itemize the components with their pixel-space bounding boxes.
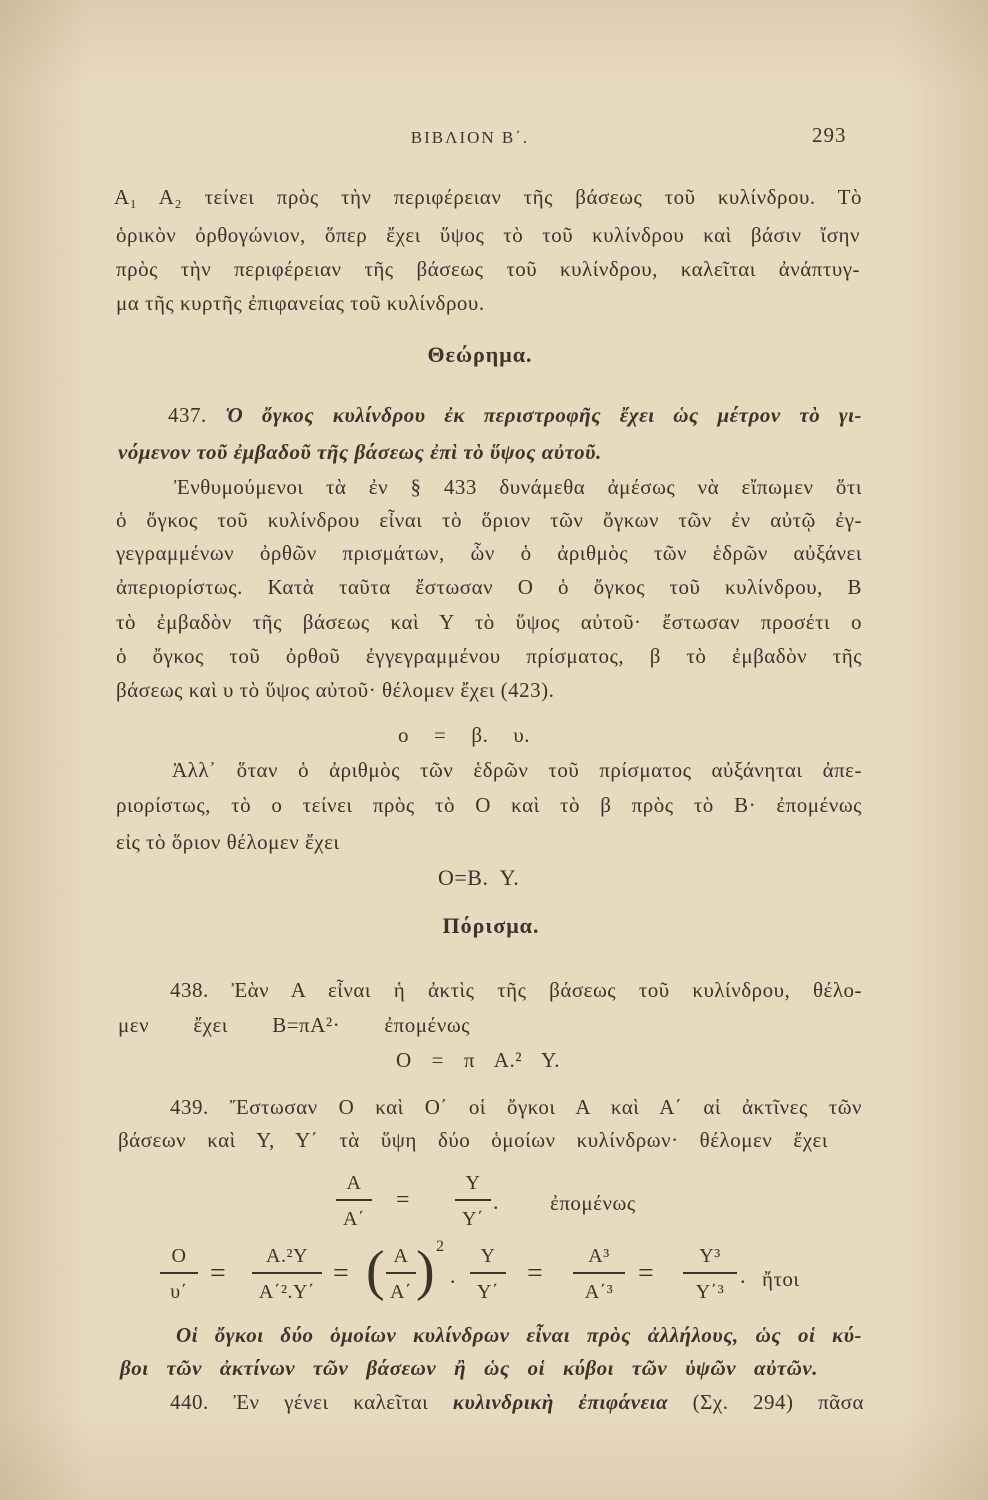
proof-line-6: ὁ ὄγκος τοῦ ὀρθοῦ ἐγγεγραμμένου πρίσματος, β τὸ ἐμβαδὸν τῆς bbox=[116, 644, 862, 668]
equation-prism-volume: ο = β. υ. bbox=[398, 723, 530, 747]
period: . bbox=[493, 1189, 499, 1214]
fraction-denominator: Υ΄³ bbox=[695, 1280, 725, 1303]
running-header: ΒΙΒΛΙΟΝ Β΄. bbox=[410, 128, 530, 147]
fraction-bar bbox=[683, 1272, 737, 1274]
continuation-line-3: εἰς τὸ ὅριον θέλομεν ἔχει bbox=[116, 830, 340, 854]
fraction-numerator: Α.²Υ bbox=[266, 1245, 308, 1267]
equation-cylinder-volume: Ο=Β. Υ. bbox=[438, 865, 520, 890]
intro-line-2: ὁρικὸν ὀρθογώνιον, ὅπερ ἔχει ὕψος τὸ τοῦ κυλίνδρου καὶ βάσιν ἴσην bbox=[116, 223, 860, 247]
fraction-numerator: Α³ bbox=[588, 1245, 610, 1267]
fraction-expanded-volume-ratio bbox=[252, 1244, 322, 1304]
conclusion-line-1: Οἱ ὄγκοι δύο ὁμοίων κυλίνδρων εἶναι πρὸς ἀλλήλους, ὡς οἱ κύ- bbox=[176, 1323, 862, 1347]
exponent: 2 bbox=[436, 1238, 444, 1255]
proof-line-3: γεγραμμένων ὀρθῶν πρισμάτων, ὧν ὁ ἀριθμὸς τῶν ἑδρῶν αὐξάνει bbox=[116, 541, 862, 565]
p439-line-1 bbox=[170, 1092, 862, 1122]
p438-text: Ἐὰν Α εἶναι ἡ ἀκτὶς τῆς βάσεως τοῦ κυλίνδρου, θέλο- bbox=[231, 978, 862, 1002]
fraction-denominator: υ΄ bbox=[170, 1280, 188, 1303]
fraction-height-ratio bbox=[470, 1244, 506, 1304]
conclusion-line-2: βοι τῶν ἀκτίνων τῶν βάσεων ἢ ὡς οἱ κύβοι τῶν ὑψῶν αὐτῶν. bbox=[120, 1356, 818, 1380]
section-number-440: 440. bbox=[170, 1390, 209, 1414]
fraction-bar bbox=[386, 1272, 416, 1274]
p438-line-1 bbox=[170, 975, 862, 1005]
section-number-438: 438. bbox=[170, 978, 209, 1002]
fraction-denominator: Υ΄ bbox=[476, 1280, 500, 1303]
theorem-statement-line-1 bbox=[168, 400, 862, 430]
p439-text: Ἔστωσαν Ο καὶ Ο΄ οἱ ὄγκοι Α καὶ Α΄ αἱ ἀκτῖνες τῶν bbox=[229, 1095, 863, 1119]
continuation-line-1: Ἀλλ᾽ ὅταν ὁ ἀριθμὸς τῶν ἑδρῶν τοῦ πρίσματος αὐξάνηται ἀπε- bbox=[172, 758, 862, 782]
fraction-numerator: Α bbox=[393, 1245, 409, 1267]
left-parenthesis: ( bbox=[366, 1240, 385, 1302]
right-parenthesis: ) bbox=[416, 1240, 435, 1302]
proof-line-7: βάσεως καὶ υ τὸ ὕψος αὐτοῦ· θέλομεν ἔχει (423). bbox=[116, 678, 555, 702]
p438-line-2: μεν ἔχει Β=πΑ²· ἐπομένως bbox=[118, 1013, 470, 1037]
fraction-bar bbox=[336, 1199, 372, 1201]
fraction-numerator: Υ bbox=[480, 1245, 496, 1267]
fraction-numerator: Υ bbox=[465, 1172, 481, 1194]
fraction-denominator: Υ΄ bbox=[461, 1207, 485, 1230]
fraction-volume-ratio bbox=[160, 1244, 198, 1304]
fraction-bar bbox=[470, 1272, 506, 1274]
equals-sign: = bbox=[638, 1258, 654, 1289]
fraction-height-cubes bbox=[683, 1244, 737, 1304]
fraction-bar bbox=[160, 1272, 198, 1274]
intro-line-4: μα τῆς κυρτῆς ἐπιφανείας τοῦ κυλίνδρου. bbox=[116, 291, 485, 315]
fraction-denominator: Α΄ bbox=[389, 1280, 413, 1303]
fraction-denominator: Α΄².Υ΄ bbox=[258, 1280, 316, 1303]
proof-line-2: ὁ ὄγκος τοῦ κυλίνδρου εἶναι τὸ ὅριον τῶν ὄγκων τῶν ἐν αὐτῷ ἐγ- bbox=[116, 508, 862, 532]
fraction-numerator: Α bbox=[346, 1172, 362, 1194]
fraction-radius-cubes bbox=[573, 1244, 625, 1304]
fraction-bar bbox=[455, 1199, 491, 1201]
intro-line-1: Α₁ Α₂ τείνει πρὸς τὴν περιφέρειαν τῆς βάσεως τοῦ κυλίνδρου. Τὸ bbox=[114, 185, 862, 209]
page-number: 293 bbox=[812, 123, 847, 147]
proof-line-1: Ἐνθυμούμενοι τὰ ἐν § 433 δυνάμεθα ἀμέσως νὰ εἴπωμεν ὅτι bbox=[174, 475, 862, 499]
fraction-denominator: Α΄ bbox=[342, 1207, 366, 1230]
section-number-437: 437. bbox=[168, 403, 207, 427]
fraction-numerator: Ο bbox=[171, 1245, 187, 1267]
p440-text-before: Ἐν γένει καλεῖται bbox=[233, 1390, 429, 1414]
fraction-numerator: Υ³ bbox=[699, 1245, 721, 1267]
equals-sign: = bbox=[527, 1258, 543, 1289]
fraction-bar bbox=[573, 1272, 625, 1274]
p439-line-2: βάσεων καὶ Υ, Υ΄ τὰ ὕψη δύο ὁμοίων κυλίνδρων· θέλομεν ἔχει bbox=[118, 1128, 828, 1152]
p440-defined-term: κυλινδρικὴ ἐπιφάνεια bbox=[452, 1390, 669, 1414]
p440-line-1 bbox=[170, 1387, 864, 1417]
equals-sign: = bbox=[210, 1258, 226, 1289]
fraction-denominator: Α΄³ bbox=[584, 1280, 614, 1303]
multiplication-dot: . bbox=[450, 1263, 456, 1288]
p440-text-after: (Σχ. 294) πᾶσα bbox=[692, 1390, 864, 1414]
continuation-line-2: ριορίστως, τὸ ο τείνει πρὸς τὸ Ο καὶ τὸ β πρὸς τὸ Β· ἐπομένως bbox=[116, 793, 862, 817]
theorem-statement-text: Ὁ ὄγκος κυλίνδρου ἐκ περιστροφῆς ἔχει ὡς μέτρον τὸ γι- bbox=[225, 403, 862, 427]
theorem-statement-line-2: νόμενον τοῦ ἐμβαδοῦ τῆς βάσεως ἐπὶ τὸ ὕψος αὐτοῦ. bbox=[118, 440, 602, 464]
fraction-radius-ratio bbox=[336, 1171, 372, 1231]
ratio-trailing-word: ἐπομένως bbox=[550, 1191, 636, 1215]
intro-line-3: πρὸς τὴν περιφέρειαν τῆς βάσεως τοῦ κυλίνδρου, καλεῖται ἀνάπτυγ- bbox=[116, 257, 860, 281]
proof-line-4: ἀπεριορίστως. Κατὰ ταῦτα ἔστωσαν Ο ὁ ὄγκος τοῦ κυλίνδρου, Β bbox=[116, 575, 862, 599]
fraction-bar bbox=[252, 1272, 322, 1274]
fraction-radius-ratio-squared bbox=[386, 1244, 416, 1304]
corollary-heading: Πόρισμα. bbox=[442, 913, 540, 938]
proof-line-5: τὸ ἐμβαδὸν τῆς βάσεως καὶ Υ τὸ ὕψος αὐτοῦ· ἔστωσαν προσέτι ο bbox=[116, 610, 862, 634]
period: . bbox=[740, 1263, 746, 1288]
fraction-height-ratio bbox=[455, 1171, 491, 1231]
section-number-439: 439. bbox=[170, 1095, 209, 1119]
equation-volume-radius: Ο = π Α.² Υ. bbox=[396, 1048, 560, 1072]
equals-sign: = bbox=[333, 1258, 349, 1289]
equals-sign: = bbox=[396, 1187, 410, 1213]
theorem-heading: Θεώρημα. bbox=[427, 342, 533, 367]
chain-trailing-word: ἤτοι bbox=[762, 1267, 800, 1291]
